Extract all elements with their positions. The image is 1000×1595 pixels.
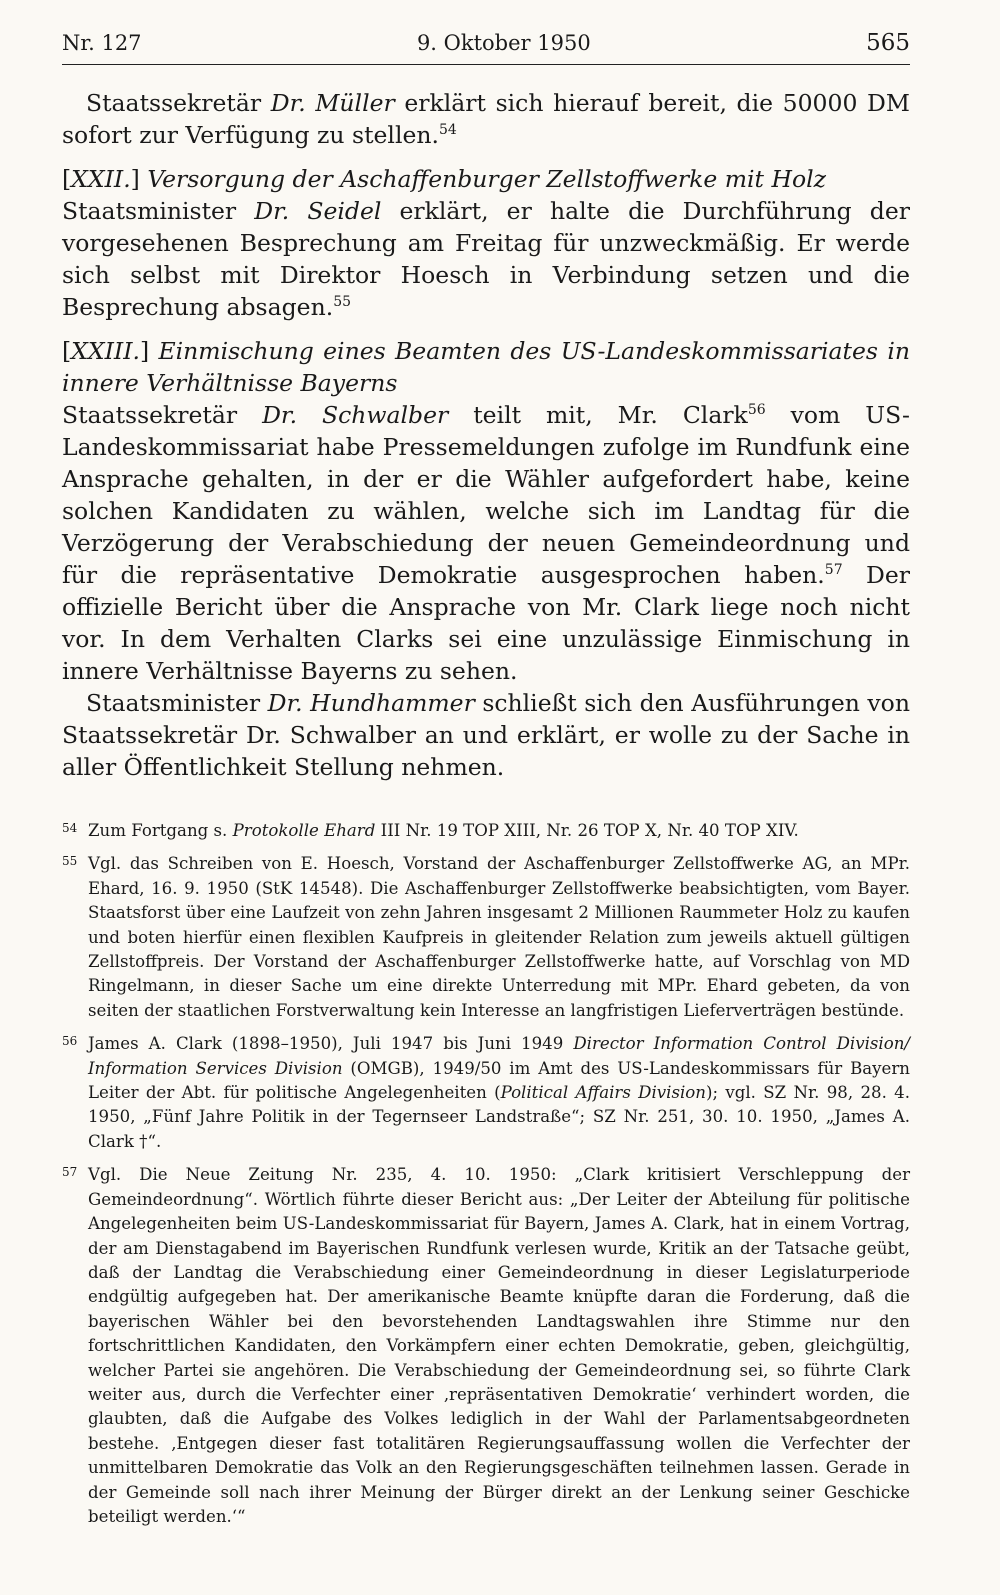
person-name: Seidel bbox=[307, 197, 382, 225]
footnote-ref-56[interactable]: 56 bbox=[747, 402, 766, 418]
running-header bbox=[62, 30, 910, 65]
footnote-text: Vgl. das Schreiben von E. Hoesch, Vorstand der Aschaffenburger Zellstoffwerke AG, an MPr. Ehard, 16. 9. 1950 (StK 14548). Die Aschaffenburger Zellstoffwerke beabsichtigten, vom Bayer. Staatsforst über eine Laufzeit von zehn Jahren insgesamt 2 Millionen Raummeter Holz zu kaufen und boten hierfür einen flexiblen Kaufpreis in gleitender Relation zum jeweils aktuell gültigen Zellstoffpreis. Der Vorstand der Aschaffenburger Zellstoffwerke hatte, auf Vorschlag von MD Ringelmann, in dieser Sache um eine direkte Unterredung mit MPr. Ehard gebeten, da von seiten der staatlichen Forstverwaltung kein Interesse an langfristigen Lieferverträgen bestünde. bbox=[88, 854, 910, 1020]
footnote-text: Zum Fortgang s. Protokolle Ehard III Nr. 19 TOP XIII, Nr. 26 TOP X, Nr. 40 TOP XIV. bbox=[88, 821, 799, 840]
footnote-text: James A. Clark (1898–1950), Juli 1947 bis Juni 1949 Director Information Control Division/ Information Services Division (OMGB), 1949/50 im Amt des US-Landeskommissars für Bayern Leiter der Abt. für politische Angelegenheiten (Political Affairs Division); vgl. SZ Nr. 98, 28. 4. 1950, „Fünf Jahre Politik in der Tegernseer Landstraße“; SZ Nr. 251, 30. 10. 1950, „James A. Clark †“. bbox=[88, 1034, 911, 1151]
footnote-number: 55 bbox=[62, 854, 78, 869]
paragraph-mueller: Staatssekretär Dr. Müller erklärt sich hierauf bereit, die 50000 DM sofort zur Verfügung zu stellen.$^{54}$ bbox=[62, 89, 910, 149]
person-title: Dr. bbox=[262, 401, 298, 429]
section-number: XXII. bbox=[71, 165, 131, 193]
footnote-57 bbox=[62, 1163, 910, 1529]
footnote-ref-57[interactable]: 57 bbox=[824, 562, 843, 578]
person-name: Schwalber bbox=[322, 401, 449, 429]
person-name: Müller bbox=[315, 89, 395, 117]
footnote-number: 54 bbox=[62, 821, 78, 835]
section-heading-xxiii: [XXIII.] Einmischung eines Beamten des US-Landeskommissariates in innere Verhältnisse Bayerns bbox=[62, 337, 910, 397]
footnote-number: 57 bbox=[62, 1165, 78, 1180]
page-number: 565 bbox=[866, 30, 910, 56]
section-heading-xxii: [XXII.] Versorgung der Aschaffenburger Zellstoffwerke mit Holz bbox=[62, 165, 826, 193]
footnote-ref-54[interactable]: 54 bbox=[438, 122, 457, 138]
footnote-text: Vgl. Die Neue Zeitung Nr. 235, 4. 10. 1950: „Clark kritisiert Verschleppung der Gemeindeordnung“. Wörtlich führte dieser Bericht aus: „Der Leiter der Abteilung für politische Angelegenheiten beim US-Landeskommissariat für Bayern, James A. Clark, hat in einem Vortrag, der am Dienstagabend im Bayerischen Rundfunk verlesen wurde, Kritik an der Tatsache geübt, daß der Landtag die Verabschiedung einer Gemeindeordnung in dieser Legislaturperiode endgültig aufgegeben hat. Der amerikanische Beamte knüpfte daran die Forderung, daß die bayerischen Wähler bei den bevorstehenden Landtagswahlen ihre Stimme nur den fortschrittlichen Kandidaten, den Vorkämpfern einer echten Demokratie, geben, gleichgültig, welcher Partei sie angehören. Die Verabschiedung der Gemeindeordnung sei, so führte Clark weiter aus, durch die Verfechter einer ‚repräsentativen Demokratie‘ verhindert worden, die glaubten, daß die Aufgabe des Volkes lediglich in der Wahl der Parlamentsabgeordneten bestehe. ‚Entgegen dieser fast totalitären Regierungsauffassung wollen die Verfechter der unmittelbaren Demokratie das Volk an den Regierungsgeschäften teilnehmen lassen. Gerade in der Gemeinde soll nach ihrer Meinung der Bürger direkt an der Lenkung seiner Geschicke beteiligt werden.‘“ bbox=[88, 1165, 910, 1526]
issue-number: Nr. 127 bbox=[62, 31, 142, 55]
footnote-55 bbox=[62, 852, 910, 1023]
person-name: Hundhammer bbox=[310, 689, 475, 717]
person-title: Dr. bbox=[270, 89, 306, 117]
footnote-number: 56 bbox=[62, 1034, 78, 1049]
person-title: Dr. bbox=[267, 689, 303, 717]
footnote-ref-55[interactable]: 55 bbox=[333, 294, 352, 310]
paragraph-schwalber: Staatssekretär Dr. Schwalber teilt mit, Mr. Clark$^{56}$ vom US-Landeskommissariat habe Pressemeldungen zufolge im Rundfunk eine Ansprache gehalten, in der er die Wähler aufgefordert habe, keine solchen Kandidaten zu wählen, welche sich im Landtag für die Verzögerung der Verabschiedung der neuen Gemeindeordnung und für die repräsentative Demokratie ausgesprochen haben.$^{57}$ Der offizielle Bericht über die Ansprache von Mr. Clark liege noch nicht vor. In dem Verhalten Clarks sei eine unzulässige Einmischung in innere Verhältnisse Bayerns zu sehen. bbox=[62, 401, 910, 685]
section-title: Einmischung eines Beamten des US-Landeskommissariates in innere Verhältnisse Bayerns bbox=[62, 337, 910, 397]
footnote-54 bbox=[62, 819, 910, 843]
header-date: 9. Oktober 1950 bbox=[416, 31, 591, 55]
footnotes bbox=[62, 819, 910, 1529]
paragraph-hundhammer: Staatsminister Dr. Hundhammer schließt sich den Ausführungen von Staatssekretär Dr. Schwalber an und erklärt, er wolle zu der Sache in aller Öffentlichkeit Stellung nehmen. bbox=[62, 689, 910, 781]
section-number: XXIII. bbox=[71, 337, 140, 365]
document-page bbox=[62, 30, 910, 1538]
main-text bbox=[62, 87, 910, 783]
person-title: Dr. bbox=[254, 197, 290, 225]
paragraph-seidel: Staatsminister Dr. Seidel erklärt, er halte die Durchführung der vorgesehenen Besprechung am Freitag für unzweckmäßig. Er werde sich selbst mit Direktor Hoesch in Verbindung setzen und die Besprechung absagen.$^{55}$ bbox=[62, 197, 910, 321]
section-title: Versorgung der Aschaffenburger Zellstoffwerke mit Holz bbox=[147, 165, 826, 193]
footnote-56 bbox=[62, 1032, 910, 1154]
